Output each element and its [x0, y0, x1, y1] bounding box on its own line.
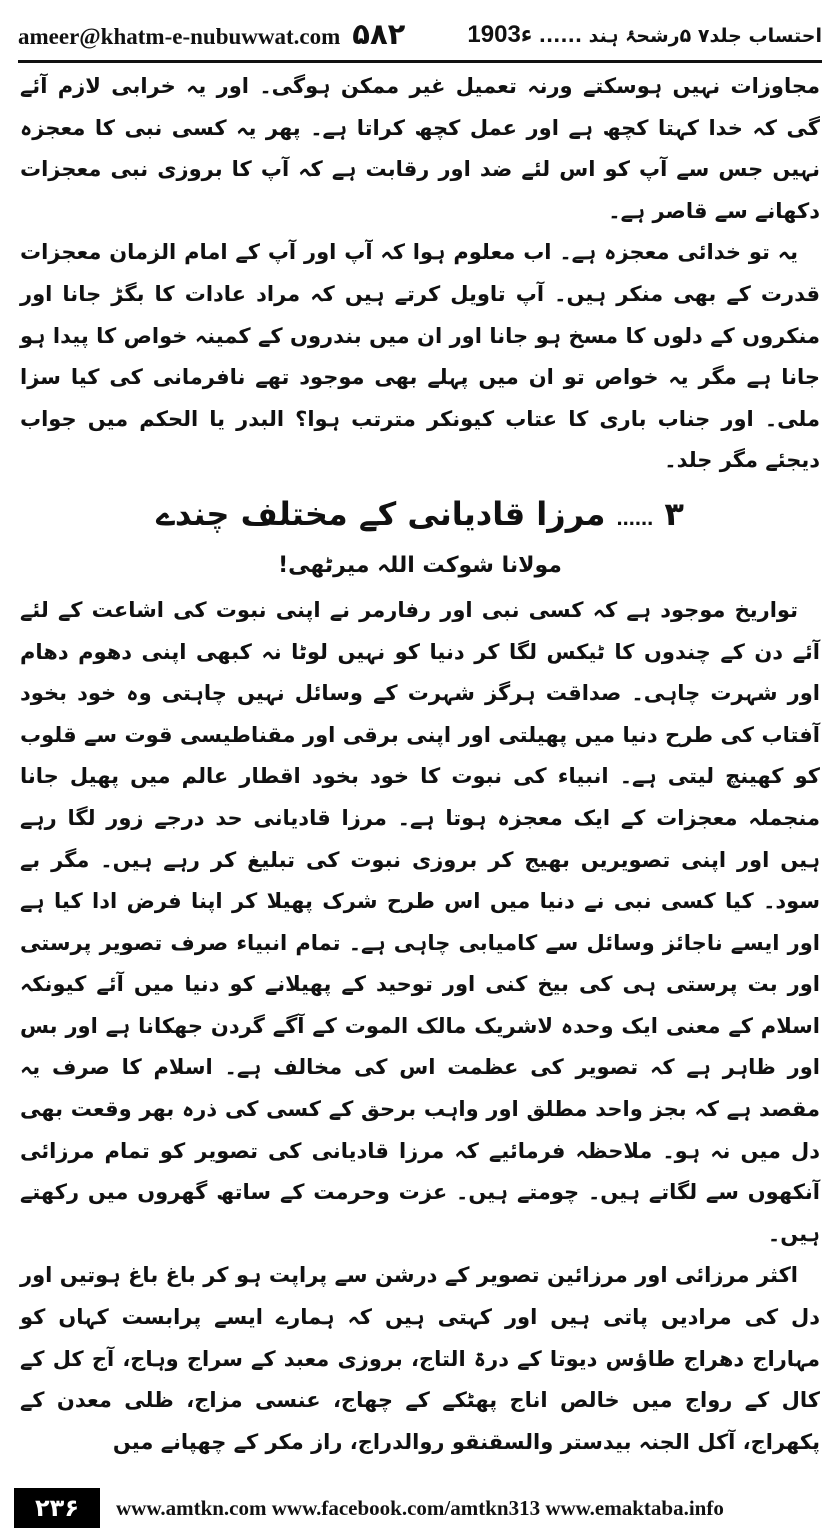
paragraph: اکثر مرزائی اور مرزائین تصویر کے درشن سے پراپت ہو کر باغ باغ ہوتیں اور دل کی مرادیں پاتی ہیں اور کہتی ہیں کہ ہمارے ایسے پرابست کہاں کو مہاراج دھراج طاؤس دیوتا کے درۃ التاج، بروزی معبد کے سراج وہاج، آج کل کے کال کے رواج میں خالص اناج پھٹکے کے چھاج، عنسی مزاج، ظلی معدن کے پکھراج، آکل الجنہ بیدستر والسقنقو روالدراج، راز مکر کے چھپانے میں — [20, 1263, 820, 1454]
page-footer — [14, 1486, 826, 1530]
footer-links: www.amtkn.com www.facebook.com/amtkn313 www.emaktaba.info — [116, 1495, 724, 1520]
header-title: احتساب جلد۷ ۵رشحۂ ہند ...... — [538, 24, 822, 47]
page-body — [20, 66, 820, 1478]
heading-title: مرزا قادیانی کے مختلف چندے — [156, 494, 606, 533]
footer-page-number: ۲۳۶ — [14, 1488, 100, 1528]
header-left — [18, 17, 405, 51]
header-year: 1903ء — [467, 20, 533, 48]
page-header — [18, 10, 822, 58]
paragraph: مجاوزات نہیں ہوسکتے ورنہ تعمیل غیر ممکن ہوگی۔ اور یہ خرابی لازم آئے گی کہ خدا کہتا کچھ ہے اور عمل کچھ کراتا ہے۔ پھر یہ کسی نبی کا معجزہ نہیں جس سے آپ کو اس لئے ضد اور رقابت ہے کہ آپ کا بروزی نبی معجزات دکھانے سے قاصر ہے۔ — [20, 74, 820, 223]
paragraph: تواریخ موجود ہے کہ کسی نبی اور رفارمر نے اپنی نبوت کی اشاعت کے لئے آئے دن کے چندوں کا ٹیکس لگا کر دنیا کو نہیں لوٹا نہ کبھی اپنی دھوم دھام اور شہرت چاہی۔ صداقت ہرگز شہرت کے وسائل نہیں چاہتی وہ خود بخود آفتاب کی طرح دنیا میں پھیلتی اور اپنی برقی اور مقناطیسی قوت سے قلوب کو کھینچ لیتی ہے۔ انبیاء کی نبوت کا خود بخود اقطار عالم میں پھیل جانا منجملہ معجزات کے ایک معجزہ ہوتا ہے۔ مرزا قادیانی حد درجے زور لگا رہے ہیں اور اپنی تصویریں بھیج کر بروزی نبوت کی تبلیغ کر رہے ہیں۔ مگر بے سود۔ کیا کسی نبی نے دنیا میں اس طرح شرک پھیلا کر اپنا فرض ادا کیا ہے اور ایسے ناجائز وسائل سے کامیابی چاہی ہے۔ تمام انبیاء صرف تصویر پرستی اور بت پرستی ہی کی بیخ کنی اور توحید کے پھیلانے کو دنیا میں آئے کیونکہ اسلام کے معنی ایک وحدہ لاشریک مالک الموت کے آگے گردن جھکانا ہے اور بس اور ظاہر ہے کہ تصویر کی عظمت اس کی مخالف ہے۔ اسلام کا صرف یہ مقصد ہے کہ بجز واحد مطلق اور واہب برحق کے کسی کی ذرہ بھر وقعت بھی دل میں نہ ہو۔ ملاحظہ فرمائیے کہ مرزا قادیانی کی تصویر کو تمام مرزائی آنکھوں سے لگاتے ہیں۔ چومتے ہیں۔ عزت وحرمت کے ساتھ گھروں میں رکھتے ہیں۔ — [20, 597, 820, 1246]
section-heading — [20, 482, 820, 546]
heading-number: ۳ — [664, 494, 684, 533]
header-right — [467, 20, 822, 49]
header-email: ameer@khatm-e-nubuwwat.com — [18, 24, 341, 49]
heading-dots: ...... — [616, 504, 654, 530]
header-page-number: ۵۸۲ — [352, 17, 406, 51]
header-rule — [18, 60, 822, 63]
author-line: مولانا شوکت اللہ میرٹھی! — [278, 552, 562, 578]
paragraph: یہ تو خدائی معجزہ ہے۔ اب معلوم ہوا کہ آپ اور آپ کے امام الزمان معجزات قدرت کے بھی منکر ہیں۔ آپ تاویل کرتے ہیں کہ مراد عادات کا بگڑ جانا اور منکروں کے دلوں کا مسخ ہو جانا اور ان میں بندروں کے کمینہ خواص کا پیدا ہو جانا ہے مگر یہ خواص تو ان میں پہلے بھی موجود تھے نافرمانی کی کیا سزا ملی۔ اور جناب باری کا عتاب کیونکر مترتب ہوا؟ البدر یا الحکم میں جواب دیجئے مگر جلد۔ — [20, 240, 820, 473]
